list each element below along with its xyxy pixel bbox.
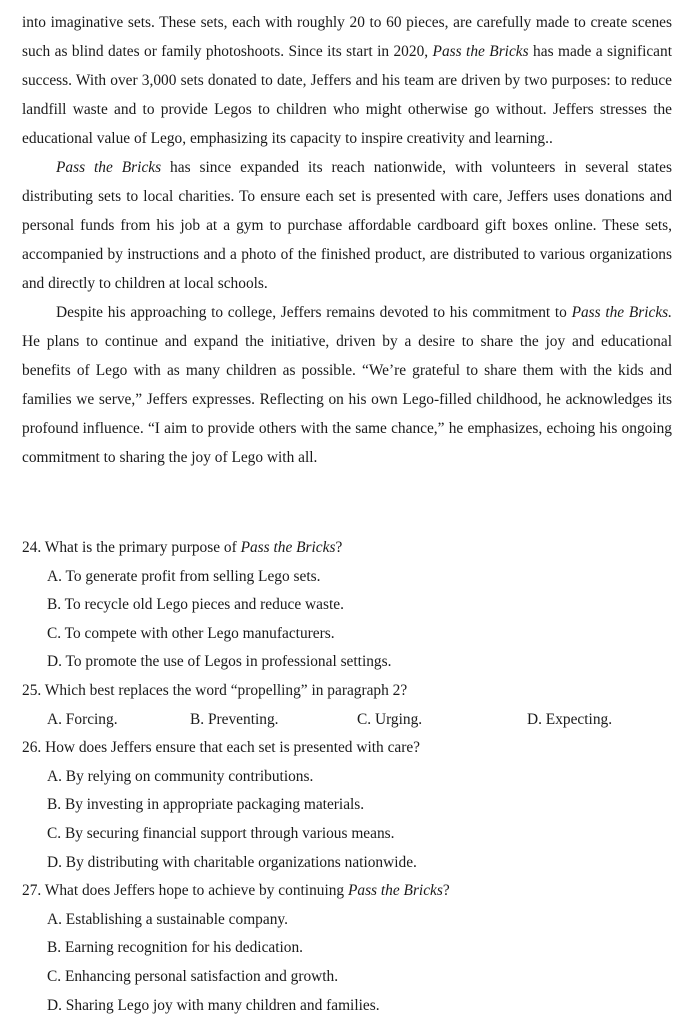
option-a: A. By relying on community contributions. [47, 767, 314, 785]
question-stem [22, 534, 672, 563]
option-a: A. Establishing a sustainable company. [47, 910, 288, 928]
paragraph-text: has made a significant success. With over 3,000 sets donated to date, Jeffers and his team are driven by two purposes: to reduce landfill waste and to provide Legos to children who might otherwise go without. Jeffers stresses the educational value of Lego, emphasizing its capacity to inspire creativity and learning.. [22, 43, 672, 147]
stem-text: 27. What does Jeffers hope to achieve by continuing [22, 882, 348, 900]
option-c: C. Urging. [357, 710, 423, 728]
paragraph-text: Despite his approaching to college, Jeffers remains devoted to his commitment to [56, 304, 572, 321]
question-stem: 26. How does Jeffers ensure that each set is presented with care? [22, 739, 421, 757]
question-stem: 25. Which best replaces the word “propelling” in paragraph 2? [22, 681, 408, 699]
question-stem [22, 877, 672, 906]
question-27 [22, 877, 672, 1020]
option-row [22, 706, 672, 735]
program-title: Pass the Bricks. [571, 304, 673, 321]
paragraph-text: has since expanded its reach nationwide, with volunteers in several states distributing sets to local charities. To ensure each set is presented with care, Jeffers uses donations and personal funds from his job at a gym to purchase affordable cardboard gift boxes online. These sets, accompanied by instructions and a photo of the finished product, are distributed to various organizations and directly to children at local schools. [22, 159, 672, 292]
option-d: D. Expecting. [527, 710, 613, 728]
option-a: A. To generate profit from selling Lego sets. [47, 567, 321, 585]
option-c: C. To compete with other Lego manufacturers. [47, 624, 335, 642]
option-d: D. Sharing Lego joy with many children and families. [47, 996, 380, 1014]
program-title: Pass the Bricks [240, 539, 336, 556]
reading-passage [22, 8, 672, 472]
option-d: D. By distributing with charitable organizations nationwide. [47, 853, 417, 871]
question-24 [22, 534, 672, 677]
stem-text: ? [335, 539, 343, 556]
paragraph-text: into imaginative sets. These sets, each with roughly 20 to 60 pieces, are carefully made to create scenes such as blind dates or family photoshoots. Since its start in 2020, [22, 14, 672, 60]
question-26 [22, 734, 672, 877]
stem-text: ? [442, 882, 450, 900]
option-a: A. Forcing. [47, 710, 118, 728]
program-title: Pass the Bricks [56, 159, 162, 176]
option-b: B. To recycle old Lego pieces and reduce waste. [47, 596, 344, 614]
option-d: D. To promote the use of Legos in professional settings. [47, 653, 392, 671]
option-c: C. By securing financial support through various means. [47, 824, 395, 842]
passage-paragraph-1 [22, 8, 672, 153]
option-b: B. By investing in appropriate packaging materials. [47, 796, 365, 814]
option-b: B. Preventing. [190, 710, 279, 728]
program-title: Pass the Bricks [347, 882, 443, 900]
paragraph-text: He plans to continue and expand the initiative, driven by a desire to share the joy and educational benefits of Lego with as many children as possible. “We’re grateful to share them with the kids and families we serve,” Jeffers expresses. Reflecting on his own Lego-filled childhood, he acknowledges its profound influence. “I aim to provide others with the same chance,” he emphasizes, echoing his ongoing commitment to sharing the joy of Lego with all. [22, 333, 672, 466]
passage-paragraph-3 [22, 298, 672, 472]
stem-text: 24. What is the primary purpose of [22, 539, 241, 556]
question-25 [22, 677, 672, 734]
passage-paragraph-2 [22, 153, 672, 298]
program-title: Pass the Bricks [432, 43, 529, 60]
option-b: B. Earning recognition for his dedication. [47, 939, 304, 957]
question-list [22, 534, 672, 1020]
option-c: C. Enhancing personal satisfaction and growth. [47, 967, 339, 985]
